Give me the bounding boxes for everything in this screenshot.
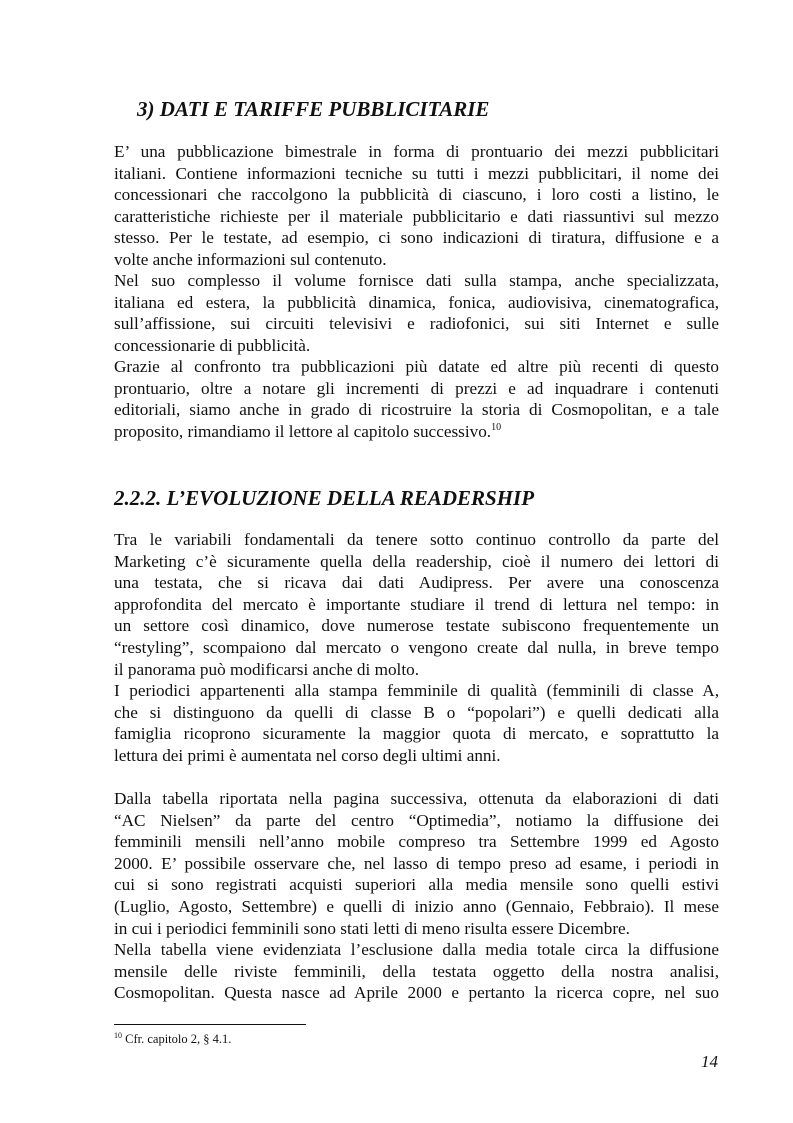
text-line: famiglia ricoprono sicuramente la maggior quota di mercato, e soprattutto la (114, 724, 719, 744)
text-line: sull’affissione, sui circuiti televisivi e radiofonici, sui siti Internet e sulle (114, 314, 719, 334)
text-line: prontuario, oltre a notare gli incrementi di prezzi e ad inquadrare i contenuti (114, 378, 719, 398)
text-line: Dalla tabella riportata nella pagina successiva, ottenuta da elaborazioni di dati (114, 789, 719, 808)
footnote-reference[interactable]: 10 (491, 421, 502, 433)
text-line: italiani. Contiene informazioni tecniche su tutti i mezzi pubblicitari, il nome dei (114, 163, 719, 183)
text-line: Tra le variabili fondamentali da tenere sotto continuo controllo da parte del (114, 530, 719, 549)
paragraph (114, 529, 719, 680)
footnote-number: 10 (114, 1031, 122, 1040)
text-line: italiana ed estera, la pubblicità dinamica, fonica, audiovisiva, cinematografica, (114, 292, 719, 312)
footnote-separator (114, 1024, 306, 1025)
text-line: in cui i periodici femminili sono stati letti di meno risulta essere Dicembre. (114, 918, 630, 938)
text-line: una testata, che si ricava dai dati Audipress. Per avere una conoscenza (114, 573, 719, 593)
paragraph (114, 141, 719, 271)
text-line: “AC Nielsen” da parte del centro “Optimedia”, notiamo la diffusione dei (114, 810, 719, 830)
paragraph (114, 270, 719, 356)
text-line: 2000. E’ possibile osservare che, nel lasso di tempo preso ad esame, i periodi in (114, 853, 719, 873)
text-line: Grazie al confronto tra pubblicazioni più datate ed altre più recenti di questo (114, 357, 719, 376)
section-heading-dati-tariffe: 3) DATI E TARIFFE PUBBLICITARIE (137, 97, 490, 121)
paragraph (114, 680, 719, 766)
text-line: cui si sono registrati acquisti superiori alla media mensile sono quelli estivi (114, 875, 719, 895)
text-line: approfondita del mercato è importante studiare il trend di lettura nel tempo: in (114, 594, 719, 614)
paragraph (114, 939, 719, 1004)
text-line: stesso. Per le testate, ad esempio, ci sono indicazioni di tiratura, diffusione e a (114, 228, 719, 248)
text-line: lettura dei primi è aumentata nel corso degli ultimi anni. (114, 745, 501, 765)
footnote-text: Cfr. capitolo 2, § 4.1. (125, 1032, 232, 1046)
text-line: volte anche informazioni sul contenuto. (114, 249, 387, 269)
page-number: 14 (701, 1052, 718, 1071)
text-line: (Luglio, Agosto, Settembre) e quelli di inizio anno (Gennaio, Febbraio). Il mese (114, 896, 719, 916)
text-line: concessionarie di pubblicità. (114, 335, 311, 355)
text-line: Marketing c’è sicuramente quella della readership, cioè il numero dei lettori di (114, 551, 719, 571)
section-heading-readership: 2.2.2. L’EVOLUZIONE DELLA READERSHIP (114, 486, 535, 510)
text-line: concessionari che raccolgono la pubblicità di ciascuno, i loro costi a listino, le (114, 185, 719, 205)
paragraph (114, 356, 719, 442)
text-line: proposito, rimandiamo il lettore al capitolo successivo.$^{10}$ (114, 421, 502, 441)
text-line: Nella tabella viene evidenziata l’esclusione dalla media totale circa la diffusione (114, 940, 719, 959)
text-line: femminili mensili nell’anno mobile compreso tra Settembre 1999 ed Agosto (114, 832, 719, 852)
text-line: il panorama può modificarsi anche di molto. (114, 659, 419, 679)
text-line: I periodici appartenenti alla stampa femminile di qualità (femminili di classe A, (114, 681, 719, 700)
text-line: mensile delle riviste femminili, della testata oggetto della nostra analisi, (114, 961, 719, 981)
paragraph (114, 788, 719, 939)
text-line: E’ una pubblicazione bimestrale in forma di prontuario dei mezzi pubblicitari (114, 142, 719, 161)
footnote (114, 1031, 231, 1047)
text-line: Nel suo complesso il volume fornisce dati sulla stampa, anche specializzata, (114, 271, 719, 290)
text-line: che si distinguono da quelli di classe B o “popolari”) e quelli dedicati alla (114, 702, 719, 722)
text-line: caratteristiche richieste per il materiale pubblicitario e dati riassuntivi sul mezzo (114, 206, 719, 226)
text-line: editoriali, siamo anche in grado di ricostruire la storia di Cosmopolitan, e a tale (114, 400, 719, 420)
text-line: un settore così dinamico, dove numerose testate subiscono frequentemente un (114, 616, 719, 636)
text-line: “restyling”, scompaiono dal mercato o vengono create dal nulla, in breve tempo (114, 637, 719, 657)
text-line: Cosmopolitan. Questa nasce ad Aprile 2000 e pertanto la ricerca copre, nel suo (114, 983, 719, 1003)
